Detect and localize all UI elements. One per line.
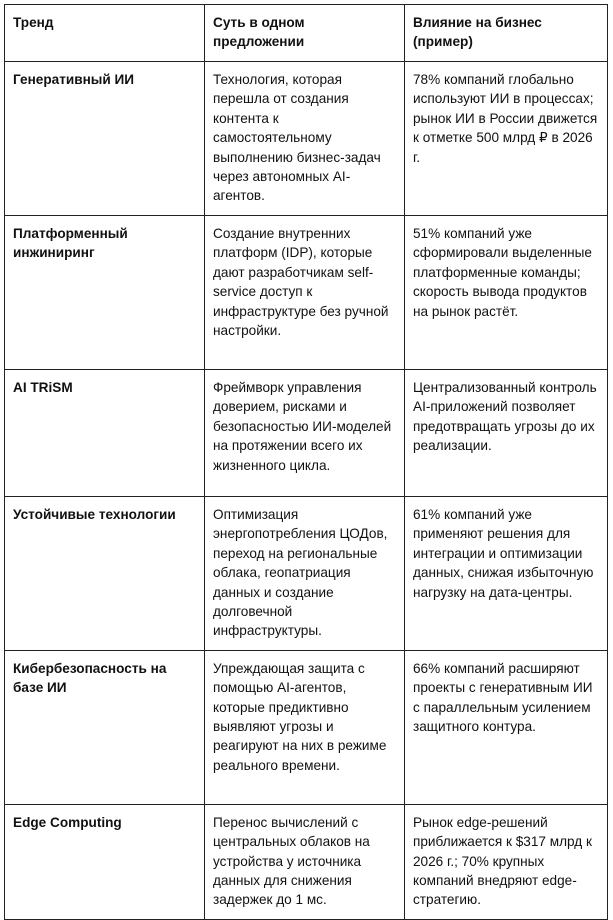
- trend-cell: Устойчивые технологии: [5, 497, 205, 651]
- table-row: [5, 650, 608, 804]
- table-row: [5, 804, 608, 919]
- impact-cell: Централизованный контроль AI-приложений позволяет предотвращать угрозы до их реализации.: [405, 370, 608, 497]
- impact-cell: Рынок edge-решений приближается к $317 млрд к 2026 г.; 70% крупных компаний внедряют edge-стратегию.: [405, 804, 608, 919]
- table-row: [5, 216, 608, 370]
- trend-cell: AI TRiSM: [5, 370, 205, 497]
- essence-cell: Оптимизация энергопотребления ЦОДов, переход на региональные облака, геопатриация данных и создание долговечной инфраструктуры.: [205, 497, 405, 651]
- header-impact: Влияние на бизнес (пример): [405, 5, 608, 62]
- impact-cell: 51% компаний уже сформировали выделенные платформенные команды; скорость вывода продуктов на рынок растёт.: [405, 216, 608, 370]
- impact-cell: 61% компаний уже применяют решения для интеграции и оптимизации данных, снижая избыточную нагрузку на дата-центры.: [405, 497, 608, 651]
- trends-table: [4, 4, 608, 920]
- table-row: [5, 497, 608, 651]
- trend-cell: Генеративный ИИ: [5, 62, 205, 216]
- essence-cell: Перенос вычислений с центральных облаков на устройства у источника данных для снижения задержек до 1 мс.: [205, 804, 405, 919]
- trend-cell: Кибербезопасность на базе ИИ: [5, 650, 205, 804]
- impact-cell: 66% компаний расширяют проекты с генеративным ИИ с параллельным усилением защитного контура.: [405, 650, 608, 804]
- header-essence: Суть в одном предложении: [205, 5, 405, 62]
- impact-cell: 78% компаний глобально используют ИИ в процессах; рынок ИИ в России движется к отметке 500 млрд ₽ в 2026 г.: [405, 62, 608, 216]
- essence-cell: Фреймворк управления доверием, рисками и безопасностью ИИ-моделей на протяжении всего их жизненного цикла.: [205, 370, 405, 497]
- trend-cell: Платформенный инжиниринг: [5, 216, 205, 370]
- essence-cell: Упреждающая защита с помощью AI-агентов, которые предиктивно выявляют угрозы и реагируют на них в режиме реального времени.: [205, 650, 405, 804]
- table-header-row: [5, 5, 608, 62]
- essence-cell: Технология, которая перешла от создания контента к самостоятельному выполнению бизнес-задач через автономных AI-агентов.: [205, 62, 405, 216]
- table-row: [5, 62, 608, 216]
- table-row: [5, 370, 608, 497]
- essence-cell: Создание внутренних платформ (IDP), которые дают разработчикам self-service доступ к инфраструктуре без ручной настройки.: [205, 216, 405, 370]
- header-trend: Тренд: [5, 5, 205, 62]
- trend-cell: Edge Computing: [5, 804, 205, 919]
